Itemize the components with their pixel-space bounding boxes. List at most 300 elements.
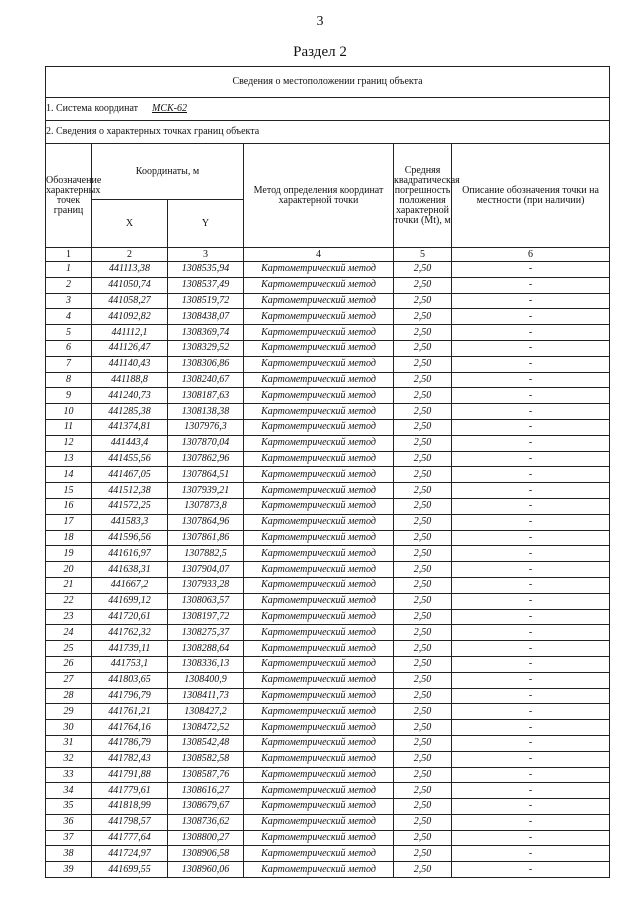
header-y: Y bbox=[168, 200, 244, 248]
page-number: 3 bbox=[316, 14, 324, 29]
point-number-cell: 33 bbox=[46, 767, 92, 783]
y-coordinate-cell: 1307864,96 bbox=[168, 514, 244, 530]
method-cell: Картометрический метод bbox=[244, 609, 394, 625]
header-x: X bbox=[92, 200, 168, 248]
table-row bbox=[46, 356, 610, 372]
x-coordinate-cell: 441285,38 bbox=[92, 404, 168, 420]
table-row bbox=[46, 688, 610, 704]
description-cell: - bbox=[452, 404, 610, 420]
x-coordinate-cell: 441753,1 bbox=[92, 656, 168, 672]
method-cell: Картометрический метод bbox=[244, 735, 394, 751]
y-coordinate-cell: 1308411,73 bbox=[168, 688, 244, 704]
table-row bbox=[46, 404, 610, 420]
method-cell: Картометрический метод bbox=[244, 388, 394, 404]
x-coordinate-cell: 441616,97 bbox=[92, 546, 168, 562]
y-coordinate-cell: 1308519,72 bbox=[168, 293, 244, 309]
point-number-cell: 34 bbox=[46, 783, 92, 799]
section-title: Раздел 2 bbox=[293, 44, 347, 60]
method-cell: Картометрический метод bbox=[244, 356, 394, 372]
method-cell: Картометрический метод bbox=[244, 704, 394, 720]
description-cell: - bbox=[452, 546, 610, 562]
description-cell: - bbox=[452, 372, 610, 388]
description-cell: - bbox=[452, 656, 610, 672]
description-cell: - bbox=[452, 751, 610, 767]
method-cell: Картометрический метод bbox=[244, 277, 394, 293]
column-number: 6 bbox=[452, 248, 610, 262]
y-coordinate-cell: 1307976,3 bbox=[168, 419, 244, 435]
x-coordinate-cell: 441791,88 bbox=[92, 767, 168, 783]
x-coordinate-cell: 441786,79 bbox=[92, 735, 168, 751]
x-coordinate-cell: 441798,57 bbox=[92, 814, 168, 830]
y-coordinate-cell: 1308369,74 bbox=[168, 325, 244, 341]
y-coordinate-cell: 1308587,76 bbox=[168, 767, 244, 783]
y-coordinate-cell: 1308537,49 bbox=[168, 277, 244, 293]
x-coordinate-cell: 441443,4 bbox=[92, 435, 168, 451]
description-cell: - bbox=[452, 704, 610, 720]
x-coordinate-cell: 441112,1 bbox=[92, 325, 168, 341]
y-coordinate-cell: 1308329,52 bbox=[168, 340, 244, 356]
accuracy-cell: 2,50 bbox=[394, 340, 452, 356]
coordinate-system-row bbox=[46, 98, 610, 121]
accuracy-cell: 2,50 bbox=[394, 767, 452, 783]
point-number-cell: 12 bbox=[46, 435, 92, 451]
accuracy-cell: 2,50 bbox=[394, 830, 452, 846]
method-cell: Картометрический метод bbox=[244, 262, 394, 278]
accuracy-cell: 2,50 bbox=[394, 641, 452, 657]
point-number-cell: 9 bbox=[46, 388, 92, 404]
description-cell: - bbox=[452, 720, 610, 736]
description-cell: - bbox=[452, 530, 610, 546]
table-row bbox=[46, 309, 610, 325]
y-coordinate-cell: 1308427,2 bbox=[168, 704, 244, 720]
method-cell: Картометрический метод bbox=[244, 340, 394, 356]
header-description: Описание обозначения точки на местности (при наличии) bbox=[452, 144, 610, 248]
description-cell: - bbox=[452, 735, 610, 751]
table-body bbox=[46, 67, 610, 878]
y-coordinate-cell: 1308616,27 bbox=[168, 783, 244, 799]
method-cell: Картометрический метод bbox=[244, 372, 394, 388]
points-info-row bbox=[46, 121, 610, 144]
x-coordinate-cell: 441572,25 bbox=[92, 498, 168, 514]
x-coordinate-cell: 441050,74 bbox=[92, 277, 168, 293]
x-coordinate-cell: 441667,2 bbox=[92, 577, 168, 593]
description-cell: - bbox=[452, 672, 610, 688]
point-number-cell: 4 bbox=[46, 309, 92, 325]
column-number: 4 bbox=[244, 248, 394, 262]
coordinate-system-value: МСК-62 bbox=[152, 103, 188, 114]
y-coordinate-cell: 1307870,04 bbox=[168, 435, 244, 451]
x-coordinate-cell: 441779,61 bbox=[92, 783, 168, 799]
table-row bbox=[46, 483, 610, 499]
method-cell: Картометрический метод bbox=[244, 814, 394, 830]
accuracy-cell: 2,50 bbox=[394, 514, 452, 530]
description-cell: - bbox=[452, 767, 610, 783]
x-coordinate-cell: 441761,21 bbox=[92, 704, 168, 720]
x-coordinate-cell: 441803,65 bbox=[92, 672, 168, 688]
table-row bbox=[46, 783, 610, 799]
table-row bbox=[46, 625, 610, 641]
y-coordinate-cell: 1308472,52 bbox=[168, 720, 244, 736]
point-number-cell: 32 bbox=[46, 751, 92, 767]
method-cell: Картометрический метод bbox=[244, 577, 394, 593]
x-coordinate-cell: 441796,79 bbox=[92, 688, 168, 704]
point-number-cell: 36 bbox=[46, 814, 92, 830]
table-row bbox=[46, 672, 610, 688]
accuracy-cell: 2,50 bbox=[394, 625, 452, 641]
point-number-cell: 15 bbox=[46, 483, 92, 499]
description-cell: - bbox=[452, 262, 610, 278]
point-number-cell: 8 bbox=[46, 372, 92, 388]
method-cell: Картометрический метод bbox=[244, 514, 394, 530]
y-coordinate-cell: 1308063,57 bbox=[168, 593, 244, 609]
point-number-cell: 23 bbox=[46, 609, 92, 625]
x-coordinate-cell: 441782,43 bbox=[92, 751, 168, 767]
y-coordinate-cell: 1308306,86 bbox=[168, 356, 244, 372]
point-number-cell: 3 bbox=[46, 293, 92, 309]
y-coordinate-cell: 1307939,21 bbox=[168, 483, 244, 499]
accuracy-cell: 2,50 bbox=[394, 704, 452, 720]
y-coordinate-cell: 1307864,51 bbox=[168, 467, 244, 483]
table-row bbox=[46, 656, 610, 672]
point-number-cell: 24 bbox=[46, 625, 92, 641]
description-cell: - bbox=[452, 862, 610, 878]
boundary-table bbox=[45, 66, 610, 878]
accuracy-cell: 2,50 bbox=[394, 783, 452, 799]
description-cell: - bbox=[452, 625, 610, 641]
description-cell: - bbox=[452, 419, 610, 435]
accuracy-cell: 2,50 bbox=[394, 846, 452, 862]
point-number-cell: 22 bbox=[46, 593, 92, 609]
accuracy-cell: 2,50 bbox=[394, 546, 452, 562]
x-coordinate-cell: 441720,61 bbox=[92, 609, 168, 625]
table-row bbox=[46, 340, 610, 356]
accuracy-cell: 2,50 bbox=[394, 451, 452, 467]
column-number: 2 bbox=[92, 248, 168, 262]
y-coordinate-cell: 1308679,67 bbox=[168, 799, 244, 815]
accuracy-cell: 2,50 bbox=[394, 720, 452, 736]
accuracy-cell: 2,50 bbox=[394, 862, 452, 878]
y-coordinate-cell: 1307933,28 bbox=[168, 577, 244, 593]
table-row bbox=[46, 435, 610, 451]
point-number-cell: 37 bbox=[46, 830, 92, 846]
point-number-cell: 39 bbox=[46, 862, 92, 878]
point-number-cell: 11 bbox=[46, 419, 92, 435]
column-number: 5 bbox=[394, 248, 452, 262]
x-coordinate-cell: 441699,12 bbox=[92, 593, 168, 609]
table-row bbox=[46, 735, 610, 751]
table-row bbox=[46, 419, 610, 435]
description-cell: - bbox=[452, 325, 610, 341]
point-number-cell: 10 bbox=[46, 404, 92, 420]
points-info-label: 2. Сведения о характерных точках границ объекта bbox=[46, 121, 610, 144]
point-number-cell: 28 bbox=[46, 688, 92, 704]
description-cell: - bbox=[452, 451, 610, 467]
method-cell: Картометрический метод bbox=[244, 767, 394, 783]
point-number-cell: 31 bbox=[46, 735, 92, 751]
point-number-cell: 13 bbox=[46, 451, 92, 467]
table-row bbox=[46, 467, 610, 483]
point-number-cell: 29 bbox=[46, 704, 92, 720]
x-coordinate-cell: 441724,97 bbox=[92, 846, 168, 862]
point-number-cell: 19 bbox=[46, 546, 92, 562]
description-cell: - bbox=[452, 688, 610, 704]
x-coordinate-cell: 441188,8 bbox=[92, 372, 168, 388]
method-cell: Картометрический метод bbox=[244, 751, 394, 767]
x-coordinate-cell: 441777,64 bbox=[92, 830, 168, 846]
accuracy-cell: 2,50 bbox=[394, 277, 452, 293]
description-cell: - bbox=[452, 340, 610, 356]
description-cell: - bbox=[452, 799, 610, 815]
y-coordinate-cell: 1308582,58 bbox=[168, 751, 244, 767]
point-number-cell: 18 bbox=[46, 530, 92, 546]
y-coordinate-cell: 1308187,63 bbox=[168, 388, 244, 404]
table-row bbox=[46, 325, 610, 341]
description-cell: - bbox=[452, 483, 610, 499]
table-row bbox=[46, 641, 610, 657]
y-coordinate-cell: 1308400,9 bbox=[168, 672, 244, 688]
table-row bbox=[46, 546, 610, 562]
point-number-cell: 14 bbox=[46, 467, 92, 483]
table-row bbox=[46, 498, 610, 514]
point-number-cell: 30 bbox=[46, 720, 92, 736]
table-row bbox=[46, 514, 610, 530]
column-number: 1 bbox=[46, 248, 92, 262]
table-title-row bbox=[46, 67, 610, 98]
description-cell: - bbox=[452, 593, 610, 609]
x-coordinate-cell: 441596,56 bbox=[92, 530, 168, 546]
point-number-cell: 20 bbox=[46, 562, 92, 578]
description-cell: - bbox=[452, 562, 610, 578]
x-coordinate-cell: 441512,38 bbox=[92, 483, 168, 499]
coordinate-system-cell bbox=[46, 98, 610, 121]
accuracy-cell: 2,50 bbox=[394, 814, 452, 830]
table-row bbox=[46, 830, 610, 846]
table-row bbox=[46, 530, 610, 546]
y-coordinate-cell: 1307861,86 bbox=[168, 530, 244, 546]
accuracy-cell: 2,50 bbox=[394, 577, 452, 593]
x-coordinate-cell: 441126,47 bbox=[92, 340, 168, 356]
x-coordinate-cell: 441374,81 bbox=[92, 419, 168, 435]
header-point-designation: Обозначение характерных точек границ bbox=[46, 144, 92, 248]
accuracy-cell: 2,50 bbox=[394, 467, 452, 483]
method-cell: Картометрический метод bbox=[244, 498, 394, 514]
x-coordinate-cell: 441455,56 bbox=[92, 451, 168, 467]
method-cell: Картометрический метод bbox=[244, 451, 394, 467]
x-coordinate-cell: 441764,16 bbox=[92, 720, 168, 736]
point-number-cell: 27 bbox=[46, 672, 92, 688]
point-number-cell: 35 bbox=[46, 799, 92, 815]
point-number-cell: 5 bbox=[46, 325, 92, 341]
accuracy-cell: 2,50 bbox=[394, 325, 452, 341]
y-coordinate-cell: 1307904,07 bbox=[168, 562, 244, 578]
method-cell: Картометрический метод bbox=[244, 783, 394, 799]
y-coordinate-cell: 1308275,37 bbox=[168, 625, 244, 641]
accuracy-cell: 2,50 bbox=[394, 435, 452, 451]
table-row bbox=[46, 609, 610, 625]
table-row bbox=[46, 767, 610, 783]
y-coordinate-cell: 1308288,64 bbox=[168, 641, 244, 657]
description-cell: - bbox=[452, 467, 610, 483]
table-row bbox=[46, 862, 610, 878]
y-coordinate-cell: 1307873,8 bbox=[168, 498, 244, 514]
accuracy-cell: 2,50 bbox=[394, 593, 452, 609]
table-row bbox=[46, 372, 610, 388]
y-coordinate-cell: 1308960,06 bbox=[168, 862, 244, 878]
description-cell: - bbox=[452, 356, 610, 372]
accuracy-cell: 2,50 bbox=[394, 799, 452, 815]
method-cell: Картометрический метод bbox=[244, 546, 394, 562]
method-cell: Картометрический метод bbox=[244, 688, 394, 704]
table-row bbox=[46, 814, 610, 830]
accuracy-cell: 2,50 bbox=[394, 404, 452, 420]
point-number-cell: 25 bbox=[46, 641, 92, 657]
y-coordinate-cell: 1307882,5 bbox=[168, 546, 244, 562]
point-number-cell: 6 bbox=[46, 340, 92, 356]
method-cell: Картометрический метод bbox=[244, 562, 394, 578]
y-coordinate-cell: 1308906,58 bbox=[168, 846, 244, 862]
point-number-cell: 26 bbox=[46, 656, 92, 672]
description-cell: - bbox=[452, 830, 610, 846]
method-cell: Картометрический метод bbox=[244, 672, 394, 688]
method-cell: Картометрический метод bbox=[244, 846, 394, 862]
table-row bbox=[46, 277, 610, 293]
point-number-cell: 38 bbox=[46, 846, 92, 862]
point-number-cell: 2 bbox=[46, 277, 92, 293]
method-cell: Картометрический метод bbox=[244, 309, 394, 325]
table-row bbox=[46, 704, 610, 720]
description-cell: - bbox=[452, 577, 610, 593]
table-row bbox=[46, 293, 610, 309]
header-coordinates: Координаты, м bbox=[92, 144, 244, 200]
accuracy-cell: 2,50 bbox=[394, 309, 452, 325]
method-cell: Картометрический метод bbox=[244, 641, 394, 657]
accuracy-cell: 2,50 bbox=[394, 483, 452, 499]
method-cell: Картометрический метод bbox=[244, 720, 394, 736]
x-coordinate-cell: 441739,11 bbox=[92, 641, 168, 657]
accuracy-cell: 2,50 bbox=[394, 388, 452, 404]
y-coordinate-cell: 1308542,48 bbox=[168, 735, 244, 751]
y-coordinate-cell: 1308240,67 bbox=[168, 372, 244, 388]
coordinate-system-label: 1. Система координат bbox=[46, 103, 139, 114]
accuracy-cell: 2,50 bbox=[394, 498, 452, 514]
table-row bbox=[46, 562, 610, 578]
point-number-cell: 21 bbox=[46, 577, 92, 593]
method-cell: Картометрический метод bbox=[244, 625, 394, 641]
accuracy-cell: 2,50 bbox=[394, 293, 452, 309]
description-cell: - bbox=[452, 641, 610, 657]
description-cell: - bbox=[452, 277, 610, 293]
method-cell: Картометрический метод bbox=[244, 293, 394, 309]
accuracy-cell: 2,50 bbox=[394, 609, 452, 625]
table-row bbox=[46, 577, 610, 593]
x-coordinate-cell: 441583,3 bbox=[92, 514, 168, 530]
description-cell: - bbox=[452, 814, 610, 830]
method-cell: Картометрический метод bbox=[244, 419, 394, 435]
x-coordinate-cell: 441818,99 bbox=[92, 799, 168, 815]
description-cell: - bbox=[452, 846, 610, 862]
method-cell: Картометрический метод bbox=[244, 325, 394, 341]
accuracy-cell: 2,50 bbox=[394, 530, 452, 546]
description-cell: - bbox=[452, 293, 610, 309]
x-coordinate-cell: 441113,38 bbox=[92, 262, 168, 278]
y-coordinate-cell: 1308800,27 bbox=[168, 830, 244, 846]
method-cell: Картометрический метод bbox=[244, 530, 394, 546]
description-cell: - bbox=[452, 783, 610, 799]
method-cell: Картометрический метод bbox=[244, 467, 394, 483]
accuracy-cell: 2,50 bbox=[394, 562, 452, 578]
table-row bbox=[46, 262, 610, 278]
accuracy-cell: 2,50 bbox=[394, 735, 452, 751]
accuracy-cell: 2,50 bbox=[394, 688, 452, 704]
accuracy-cell: 2,50 bbox=[394, 262, 452, 278]
y-coordinate-cell: 1308336,13 bbox=[168, 656, 244, 672]
column-number: 3 bbox=[168, 248, 244, 262]
y-coordinate-cell: 1308197,72 bbox=[168, 609, 244, 625]
accuracy-cell: 2,50 bbox=[394, 372, 452, 388]
method-cell: Картометрический метод bbox=[244, 404, 394, 420]
accuracy-cell: 2,50 bbox=[394, 356, 452, 372]
accuracy-cell: 2,50 bbox=[394, 672, 452, 688]
method-cell: Картометрический метод bbox=[244, 593, 394, 609]
y-coordinate-cell: 1308736,62 bbox=[168, 814, 244, 830]
table-row bbox=[46, 720, 610, 736]
x-coordinate-cell: 441140,43 bbox=[92, 356, 168, 372]
y-coordinate-cell: 1308438,07 bbox=[168, 309, 244, 325]
accuracy-cell: 2,50 bbox=[394, 656, 452, 672]
accuracy-cell: 2,50 bbox=[394, 419, 452, 435]
y-coordinate-cell: 1308138,38 bbox=[168, 404, 244, 420]
x-coordinate-cell: 441762,32 bbox=[92, 625, 168, 641]
header-accuracy: Средняя квадратическая погрешность положения характерной точки (Mt), м bbox=[394, 144, 452, 248]
header-method: Метод определения координат характерной точки bbox=[244, 144, 394, 248]
method-cell: Картометрический метод bbox=[244, 656, 394, 672]
x-coordinate-cell: 441699,55 bbox=[92, 862, 168, 878]
accuracy-cell: 2,50 bbox=[394, 751, 452, 767]
description-cell: - bbox=[452, 514, 610, 530]
table-title: Сведения о местоположении границ объекта bbox=[46, 67, 610, 98]
description-cell: - bbox=[452, 309, 610, 325]
y-coordinate-cell: 1307862,96 bbox=[168, 451, 244, 467]
x-coordinate-cell: 441467,05 bbox=[92, 467, 168, 483]
table-row bbox=[46, 751, 610, 767]
column-number-row bbox=[46, 248, 610, 262]
method-cell: Картометрический метод bbox=[244, 830, 394, 846]
description-cell: - bbox=[452, 388, 610, 404]
method-cell: Картометрический метод bbox=[244, 435, 394, 451]
point-number-cell: 16 bbox=[46, 498, 92, 514]
column-header-row-1 bbox=[46, 144, 610, 200]
table-row bbox=[46, 846, 610, 862]
point-number-cell: 7 bbox=[46, 356, 92, 372]
method-cell: Картометрический метод bbox=[244, 483, 394, 499]
x-coordinate-cell: 441638,31 bbox=[92, 562, 168, 578]
x-coordinate-cell: 441240,73 bbox=[92, 388, 168, 404]
method-cell: Картометрический метод bbox=[244, 862, 394, 878]
table-row bbox=[46, 593, 610, 609]
description-cell: - bbox=[452, 498, 610, 514]
point-number-cell: 17 bbox=[46, 514, 92, 530]
description-cell: - bbox=[452, 435, 610, 451]
x-coordinate-cell: 441092,82 bbox=[92, 309, 168, 325]
point-number-cell: 1 bbox=[46, 262, 92, 278]
x-coordinate-cell: 441058,27 bbox=[92, 293, 168, 309]
table-row bbox=[46, 388, 610, 404]
method-cell: Картометрический метод bbox=[244, 799, 394, 815]
table-row bbox=[46, 799, 610, 815]
description-cell: - bbox=[452, 609, 610, 625]
table-row bbox=[46, 451, 610, 467]
y-coordinate-cell: 1308535,94 bbox=[168, 262, 244, 278]
